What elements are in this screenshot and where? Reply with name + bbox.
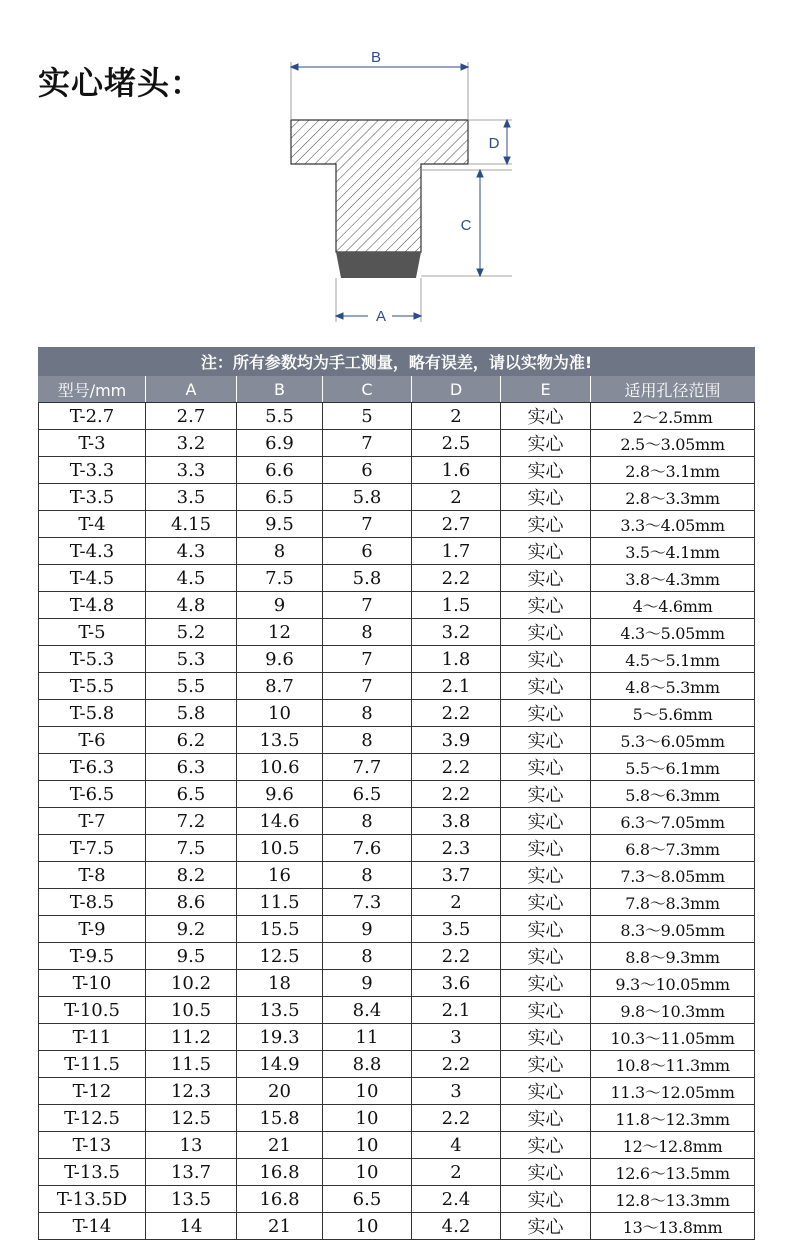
cell-b: 7.5 xyxy=(237,565,323,592)
cell-a: 6.5 xyxy=(146,781,237,808)
cell-hole-range: 13～13.8mm xyxy=(591,1213,755,1240)
cell-d: 2.5 xyxy=(412,430,501,457)
cell-model: T-2.7 xyxy=(39,403,146,430)
cell-d: 3.6 xyxy=(412,970,501,997)
table-note-row xyxy=(39,348,755,376)
table-row xyxy=(39,619,755,646)
cell-model: T-11.5 xyxy=(39,1051,146,1078)
cell-d: 2 xyxy=(412,403,501,430)
table-row xyxy=(39,700,755,727)
cell-hole-range: 12.6～13.5mm xyxy=(591,1159,755,1186)
table-row xyxy=(39,646,755,673)
cell-c: 8 xyxy=(323,808,412,835)
cell-e: 实心 xyxy=(501,1105,591,1132)
cell-a: 4.8 xyxy=(146,592,237,619)
table-row xyxy=(39,511,755,538)
label-c: C xyxy=(460,217,472,234)
cell-d: 1.7 xyxy=(412,538,501,565)
cell-c: 7 xyxy=(323,430,412,457)
table-row xyxy=(39,781,755,808)
table-row xyxy=(39,1105,755,1132)
cell-c: 8.8 xyxy=(323,1051,412,1078)
cell-d: 2.3 xyxy=(412,835,501,862)
cell-a: 3.5 xyxy=(146,484,237,511)
cell-a: 9.2 xyxy=(146,916,237,943)
table-row xyxy=(39,430,755,457)
cell-model: T-7 xyxy=(39,808,146,835)
cell-a: 5.5 xyxy=(146,673,237,700)
cell-c: 7 xyxy=(323,646,412,673)
cell-a: 5.2 xyxy=(146,619,237,646)
label-a: A xyxy=(375,308,387,325)
cell-c: 8 xyxy=(323,943,412,970)
table-row xyxy=(39,835,755,862)
cell-e: 实心 xyxy=(501,1159,591,1186)
cell-hole-range: 4～4.6mm xyxy=(591,592,755,619)
cell-e: 实心 xyxy=(501,916,591,943)
plug-tip xyxy=(336,252,421,278)
cell-d: 2.2 xyxy=(412,565,501,592)
cell-model: T-10 xyxy=(39,970,146,997)
cell-a: 4.3 xyxy=(146,538,237,565)
cell-a: 7.2 xyxy=(146,808,237,835)
cell-hole-range: 4.8～5.3mm xyxy=(591,673,755,700)
cell-model: T-4 xyxy=(39,511,146,538)
cell-a: 8.2 xyxy=(146,862,237,889)
table-row xyxy=(39,943,755,970)
cell-hole-range: 8.8～9.3mm xyxy=(591,943,755,970)
cell-e: 实心 xyxy=(501,862,591,889)
header-c: C xyxy=(323,376,412,403)
cell-a: 10.2 xyxy=(146,970,237,997)
cell-hole-range: 3.5～4.1mm xyxy=(591,538,755,565)
cell-e: 实心 xyxy=(501,1186,591,1213)
cell-d: 1.6 xyxy=(412,457,501,484)
cell-c: 5.8 xyxy=(323,484,412,511)
table-row xyxy=(39,1078,755,1105)
table-row xyxy=(39,457,755,484)
cell-c: 6.5 xyxy=(323,781,412,808)
cell-a: 3.2 xyxy=(146,430,237,457)
table-row xyxy=(39,727,755,754)
cell-d: 2.2 xyxy=(412,700,501,727)
cell-hole-range: 11.8～12.3mm xyxy=(591,1105,755,1132)
table-row xyxy=(39,1051,755,1078)
cell-e: 实心 xyxy=(501,835,591,862)
cell-e: 实心 xyxy=(501,484,591,511)
cell-d: 3.9 xyxy=(412,727,501,754)
table-row xyxy=(39,997,755,1024)
cell-hole-range: 7.8～8.3mm xyxy=(591,889,755,916)
cell-d: 1.8 xyxy=(412,646,501,673)
cell-model: T-5.5 xyxy=(39,673,146,700)
cell-model: T-5 xyxy=(39,619,146,646)
cell-model: T-7.5 xyxy=(39,835,146,862)
cell-e: 实心 xyxy=(501,430,591,457)
table-row xyxy=(39,673,755,700)
table-row xyxy=(39,1213,755,1240)
cell-hole-range: 2～2.5mm xyxy=(591,403,755,430)
cell-b: 8 xyxy=(237,538,323,565)
cell-d: 3.8 xyxy=(412,808,501,835)
cell-b: 6.6 xyxy=(237,457,323,484)
cell-e: 实心 xyxy=(501,700,591,727)
cell-c: 9 xyxy=(323,916,412,943)
cell-b: 15.5 xyxy=(237,916,323,943)
header-b: B xyxy=(237,376,323,403)
cell-b: 10.5 xyxy=(237,835,323,862)
cell-b: 18 xyxy=(237,970,323,997)
cell-d: 2.4 xyxy=(412,1186,501,1213)
cell-a: 13.7 xyxy=(146,1159,237,1186)
cell-d: 2.2 xyxy=(412,1105,501,1132)
cell-model: T-4.3 xyxy=(39,538,146,565)
cell-hole-range: 4.5～5.1mm xyxy=(591,646,755,673)
table-row xyxy=(39,1132,755,1159)
cell-c: 7.6 xyxy=(323,835,412,862)
spec-table xyxy=(38,347,755,1240)
cell-e: 实心 xyxy=(501,997,591,1024)
cell-e: 实心 xyxy=(501,511,591,538)
cell-d: 2 xyxy=(412,889,501,916)
cell-a: 13 xyxy=(146,1132,237,1159)
cell-b: 16.8 xyxy=(237,1186,323,1213)
cell-c: 6 xyxy=(323,457,412,484)
cell-c: 8 xyxy=(323,619,412,646)
page-title: 实心堵头： xyxy=(38,64,204,102)
cell-model: T-11 xyxy=(39,1024,146,1051)
cell-b: 12.5 xyxy=(237,943,323,970)
cell-a: 14 xyxy=(146,1213,237,1240)
table-note: 注：所有参数均为手工测量，略有误差，请以实物为准! xyxy=(39,348,755,376)
cell-b: 8.7 xyxy=(237,673,323,700)
cell-a: 5.3 xyxy=(146,646,237,673)
table-row xyxy=(39,1159,755,1186)
table-row xyxy=(39,916,755,943)
cell-b: 13.5 xyxy=(237,997,323,1024)
cell-a: 10.5 xyxy=(146,997,237,1024)
cell-a: 2.7 xyxy=(146,403,237,430)
cell-e: 实心 xyxy=(501,538,591,565)
table-row xyxy=(39,889,755,916)
cell-model: T-13.5D xyxy=(39,1186,146,1213)
cell-a: 13.5 xyxy=(146,1186,237,1213)
cell-model: T-13 xyxy=(39,1132,146,1159)
cell-c: 8 xyxy=(323,862,412,889)
cell-c: 7 xyxy=(323,673,412,700)
cell-b: 6.9 xyxy=(237,430,323,457)
cell-a: 9.5 xyxy=(146,943,237,970)
cell-hole-range: 6.8～7.3mm xyxy=(591,835,755,862)
cell-e: 实心 xyxy=(501,754,591,781)
cell-d: 3.7 xyxy=(412,862,501,889)
table-row xyxy=(39,862,755,889)
table-row xyxy=(39,538,755,565)
cell-e: 实心 xyxy=(501,565,591,592)
cell-b: 21 xyxy=(237,1213,323,1240)
cell-b: 15.8 xyxy=(237,1105,323,1132)
cell-model: T-3.3 xyxy=(39,457,146,484)
cell-model: T-5.8 xyxy=(39,700,146,727)
cell-b: 10 xyxy=(237,700,323,727)
cell-model: T-4.8 xyxy=(39,592,146,619)
cell-d: 4 xyxy=(412,1132,501,1159)
cell-hole-range: 9.8～10.3mm xyxy=(591,997,755,1024)
cell-c: 10 xyxy=(323,1105,412,1132)
cell-hole-range: 8.3～9.05mm xyxy=(591,916,755,943)
cell-model: T-6 xyxy=(39,727,146,754)
cell-e: 实心 xyxy=(501,1213,591,1240)
cell-d: 2.1 xyxy=(412,673,501,700)
cell-d: 2 xyxy=(412,484,501,511)
plug-cross-section xyxy=(291,120,468,278)
table-row xyxy=(39,970,755,997)
cell-c: 11 xyxy=(323,1024,412,1051)
cell-b: 9.5 xyxy=(237,511,323,538)
table-body xyxy=(39,403,755,1240)
table-row xyxy=(39,754,755,781)
cell-e: 实心 xyxy=(501,781,591,808)
table-row xyxy=(39,484,755,511)
cell-b: 6.5 xyxy=(237,484,323,511)
cell-model: T-3 xyxy=(39,430,146,457)
cell-a: 11.5 xyxy=(146,1051,237,1078)
table-row xyxy=(39,565,755,592)
cell-a: 8.6 xyxy=(146,889,237,916)
cell-b: 10.6 xyxy=(237,754,323,781)
cell-c: 10 xyxy=(323,1213,412,1240)
cell-c: 8 xyxy=(323,727,412,754)
cell-b: 19.3 xyxy=(237,1024,323,1051)
cell-c: 5.8 xyxy=(323,565,412,592)
cell-d: 2.2 xyxy=(412,781,501,808)
cell-d: 2.2 xyxy=(412,943,501,970)
cell-e: 实心 xyxy=(501,646,591,673)
cell-b: 16 xyxy=(237,862,323,889)
cell-d: 3.5 xyxy=(412,916,501,943)
cell-c: 7 xyxy=(323,592,412,619)
cell-model: T-9 xyxy=(39,916,146,943)
cell-d: 2.2 xyxy=(412,754,501,781)
cell-e: 实心 xyxy=(501,727,591,754)
cell-b: 13.5 xyxy=(237,727,323,754)
cell-a: 12.3 xyxy=(146,1078,237,1105)
cell-hole-range: 4.3～5.05mm xyxy=(591,619,755,646)
cell-e: 实心 xyxy=(501,889,591,916)
table-row xyxy=(39,808,755,835)
label-d: D xyxy=(488,135,500,152)
cell-c: 10 xyxy=(323,1078,412,1105)
cell-e: 实心 xyxy=(501,592,591,619)
cell-c: 7.7 xyxy=(323,754,412,781)
cell-b: 11.5 xyxy=(237,889,323,916)
cell-hole-range: 2.5～3.05mm xyxy=(591,430,755,457)
cell-model: T-4.5 xyxy=(39,565,146,592)
cell-d: 3 xyxy=(412,1024,501,1051)
header-model: 型号/mm xyxy=(39,376,146,403)
header-a: A xyxy=(146,376,237,403)
cell-hole-range: 5.8～6.3mm xyxy=(591,781,755,808)
header-e: E xyxy=(501,376,591,403)
cell-model: T-3.5 xyxy=(39,484,146,511)
cell-a: 3.3 xyxy=(146,457,237,484)
header-d: D xyxy=(412,376,501,403)
cell-d: 1.5 xyxy=(412,592,501,619)
cell-c: 7 xyxy=(323,511,412,538)
cell-c: 10 xyxy=(323,1132,412,1159)
cell-d: 4.2 xyxy=(412,1213,501,1240)
cell-a: 6.3 xyxy=(146,754,237,781)
cell-hole-range: 12.8～13.3mm xyxy=(591,1186,755,1213)
cell-a: 7.5 xyxy=(146,835,237,862)
cell-b: 9.6 xyxy=(237,781,323,808)
cell-hole-range: 3.8～4.3mm xyxy=(591,565,755,592)
cell-b: 14.9 xyxy=(237,1051,323,1078)
table-row xyxy=(39,1186,755,1213)
cell-a: 12.5 xyxy=(146,1105,237,1132)
cell-model: T-10.5 xyxy=(39,997,146,1024)
cell-model: T-8 xyxy=(39,862,146,889)
cell-b: 12 xyxy=(237,619,323,646)
cell-hole-range: 2.8～3.1mm xyxy=(591,457,755,484)
cell-e: 实心 xyxy=(501,970,591,997)
table-header-row xyxy=(39,376,755,403)
cell-e: 实心 xyxy=(501,1132,591,1159)
cell-hole-range: 6.3～7.05mm xyxy=(591,808,755,835)
cell-e: 实心 xyxy=(501,943,591,970)
cell-hole-range: 5.3～6.05mm xyxy=(591,727,755,754)
cell-d: 3 xyxy=(412,1078,501,1105)
cell-b: 5.5 xyxy=(237,403,323,430)
cell-a: 5.8 xyxy=(146,700,237,727)
cell-e: 实心 xyxy=(501,808,591,835)
cell-c: 9 xyxy=(323,970,412,997)
cell-a: 11.2 xyxy=(146,1024,237,1051)
cell-b: 20 xyxy=(237,1078,323,1105)
cell-a: 4.15 xyxy=(146,511,237,538)
cell-b: 9.6 xyxy=(237,646,323,673)
header-hole-range: 适用孔径范围 xyxy=(591,376,755,403)
cell-a: 6.2 xyxy=(146,727,237,754)
cell-b: 21 xyxy=(237,1132,323,1159)
cell-hole-range: 12～12.8mm xyxy=(591,1132,755,1159)
cell-e: 实心 xyxy=(501,1078,591,1105)
cell-c: 10 xyxy=(323,1159,412,1186)
cell-e: 实心 xyxy=(501,457,591,484)
cell-a: 4.5 xyxy=(146,565,237,592)
cell-b: 16.8 xyxy=(237,1159,323,1186)
cell-model: T-6.5 xyxy=(39,781,146,808)
cell-b: 9 xyxy=(237,592,323,619)
cell-model: T-9.5 xyxy=(39,943,146,970)
label-b: B xyxy=(370,49,382,66)
cell-e: 实心 xyxy=(501,1051,591,1078)
cell-d: 2 xyxy=(412,1159,501,1186)
cell-model: T-13.5 xyxy=(39,1159,146,1186)
cell-model: T-14 xyxy=(39,1213,146,1240)
cell-model: T-5.3 xyxy=(39,646,146,673)
cell-model: T-12.5 xyxy=(39,1105,146,1132)
cell-e: 实心 xyxy=(501,673,591,700)
cell-hole-range: 5.5～6.1mm xyxy=(591,754,755,781)
cell-hole-range: 2.8～3.3mm xyxy=(591,484,755,511)
cell-hole-range: 7.3～8.05mm xyxy=(591,862,755,889)
cell-hole-range: 5～5.6mm xyxy=(591,700,755,727)
cell-model: T-6.3 xyxy=(39,754,146,781)
cell-e: 实心 xyxy=(501,619,591,646)
cell-e: 实心 xyxy=(501,1024,591,1051)
cell-d: 3.2 xyxy=(412,619,501,646)
cell-c: 8 xyxy=(323,700,412,727)
cell-hole-range: 9.3～10.05mm xyxy=(591,970,755,997)
table-row xyxy=(39,403,755,430)
cell-c: 7.3 xyxy=(323,889,412,916)
table-row xyxy=(39,1024,755,1051)
cell-c: 6.5 xyxy=(323,1186,412,1213)
cell-c: 6 xyxy=(323,538,412,565)
cell-c: 5 xyxy=(323,403,412,430)
cell-hole-range: 11.3～12.05mm xyxy=(591,1078,755,1105)
cell-hole-range: 3.3～4.05mm xyxy=(591,511,755,538)
cell-b: 14.6 xyxy=(237,808,323,835)
cell-model: T-8.5 xyxy=(39,889,146,916)
plug-dimension-diagram xyxy=(280,40,530,330)
cell-e: 实心 xyxy=(501,403,591,430)
cell-d: 2.7 xyxy=(412,511,501,538)
table-row xyxy=(39,592,755,619)
cell-d: 2.2 xyxy=(412,1051,501,1078)
cell-hole-range: 10.8～11.3mm xyxy=(591,1051,755,1078)
cell-c: 8.4 xyxy=(323,997,412,1024)
cell-model: T-12 xyxy=(39,1078,146,1105)
cell-hole-range: 10.3～11.05mm xyxy=(591,1024,755,1051)
cell-d: 2.1 xyxy=(412,997,501,1024)
